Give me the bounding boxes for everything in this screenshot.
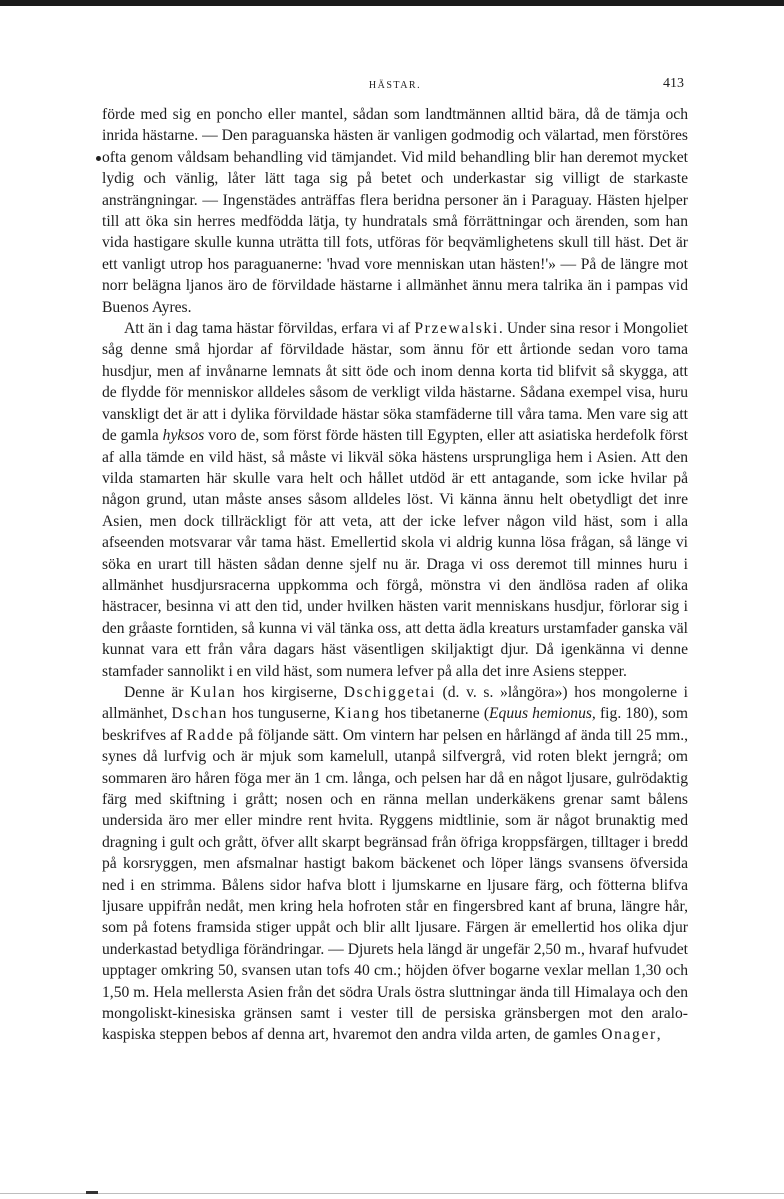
paragraph — [102, 104, 688, 318]
italic-term: hyksos — [162, 427, 205, 445]
text-run: fig. 180), som beskrifves af — [102, 705, 688, 744]
running-head: HÄSTAR. — [368, 80, 422, 91]
text-run: hos tunguserne, — [227, 705, 335, 723]
text-run: på följande sätt. Om vintern har pelsen en hårlängd af ända till 25 mm., synes då lurfvig och är mjuk som kamelull, utanpå silfvergrå, vid roten blekt jerngrå; om sommaren äro håren föga mer än 1 cm. långa, och pelsen har då en något ljusare, gulrödaktig färg med skiftning i grått; nosen och en ränna mellan underkäkens grenar samt bålens undersida äro mer eller mindre rent hvita. Ryggens midtlinie, som är något brunaktig med dragning i gult och grått, öfver allt skarpt begränsad från öfriga kroppsfärgen, tilltager i bredd på korsryggen, men afsmalnar hastigt bakom bäckenet och löper längs svansens öfversida ned i en strimma. Bålens sidor hafva blott i ljumskarne en ljusare färg, och fötterna blifva ljusare uppifrån nedåt, men kring hela hofroten står en fingersbred kant af bruna, längre hår, som på fotens framsida stiger uppåt och blir allt ljusare. Färgen är emellertid hos olika djur underkastad betydliga förändringar. — Djurets hela längd är ungefär 2,50 m., hvaraf hufvudet upptager omkring 50, svansen utan tofs 40 cm.; höjden öfver bogarne vexlar mellan 1,30 och 1,50 m. Hela mellersta Asien från det södra Urals östra sluttningar ända till Himalaya och den mongoliskt-kinesiska gränsen samt i vester till de persiska gränsbergen mot den aralo-kaspiska steppen bebos af denna art, hvaremot den andra vilda arten, de gamles — [102, 726, 688, 1044]
spaced-name: Radde — [186, 726, 235, 744]
text-run: . Under sina resor i Mongoliet såg denne små hjordar af förvildade hästar, som ännu för ett årtionde sedan voro tama husdjur, men af invånarne lemnats åt sitt öde och inom denna korta tid blifvit så skygga, att de flydde för menniskor alldeles såsom de verkligt vilda hästarne. Sådana exempel visa, huru vanskligt det är att i dylika förvildade hästar söka stamfäderne till våra tama. Men vare sig att de gamla — [102, 320, 688, 445]
spaced-name: Dschan — [171, 705, 228, 723]
text-run: Denne är — [124, 683, 191, 701]
text-run: , — [656, 1026, 661, 1044]
page-bottom-border — [0, 1193, 784, 1194]
text-run: hos kirgiserne, — [236, 683, 344, 701]
paragraph — [102, 682, 688, 1046]
text-run: (d. v. s. »långöra») hos mongolerne i allmänhet, — [102, 683, 688, 723]
margin-mark — [96, 156, 101, 161]
spaced-name: Dschiggetai — [343, 683, 436, 701]
spaced-name: Kiang — [334, 705, 381, 723]
spaced-name: Kulan — [190, 683, 237, 701]
text-run: voro de, som först förde hästen till Egypten, eller att asiatiska herdefolk först af alla tämde en vild häst, så måste vi likväl söka hästens ursprungliga hem i Asien. Att den vilda stamarten här skulle vara helt och hållet utdöd är ett antagande, som icke hvilar på någon grund, utan måste anses såsom alldeles löst. Vi känna ännu helt obetydligt det inre Asien, men dock tillräckligt för att veta, att der icke lefver någon vild häst, som i alla afseenden motsvarar vår tama häst. Emellertid skola vi aldrig kunna lösa frågan, så länge vi söka en urart till hästen sådan denne sjelf nu är. Draga vi oss deremot till minnes huru i allmänhet husdjursracerna uppkomma och förgå, mönstra vi den ändlösa raden af olika hästracer, besinna vi att den tid, under hvilken hästen varit menniskans husdjur, förlorar sig i den gråaste forntiden, så kunna vi väl tänka oss, att detta ädla kreaturs urstamfader ganska väl kunnat vara ett från våra dagars häst väsentligen skiljaktigt djur. Då igenkänna vi denne stamfader sannolikt i en vild häst, som numera lefver på alla det inre Asiens stepper. — [102, 427, 688, 680]
italic-term: Equus hemionus, — [489, 705, 596, 723]
text-run: Att än i dag tama hästar förvildas, erfara vi af — [124, 320, 415, 338]
spaced-name: Onager — [601, 1026, 657, 1044]
page-top-border — [0, 0, 784, 6]
text-run: hos tibetanerne ( — [380, 705, 490, 723]
bottom-edge-mark — [86, 1191, 98, 1194]
spaced-name: Przewalski — [414, 320, 499, 338]
body-text — [102, 104, 688, 1046]
page-number: 413 — [663, 76, 684, 91]
paragraph — [102, 318, 688, 682]
page-header — [102, 74, 688, 94]
text-run: förde med sig en poncho eller mantel, sådan som landtmännen alltid bära, då de tämja och inrida hästarne. — Den paraguanska hästen är vanligen godmodig och välartad, men förstöres ofta genom våldsam behandling vid tämjandet. Vid mild behandling blir han deremot mycket lydig och vänlig, låter lätt taga sig på betet och underkastar sig villigt de starkaste ansträngningar. — Ingenstädes anträffas flera beridna personer än i Paraguay. Hästen hjelper till att öka sin herres medfödda lätja, ty hundratals små förrättningar och ärenden, som han vida hastigare skulle kunna uträtta till fots, utföras för beqvämlighetens skull till häst. Det är ett vanligt utrop hos paraguanerne: 'hvad vore menniskan utan hästen!'» — På de längre mot norr belägna ljanos äro de förvildade hästarne i allmänhet ännu mera talrika än i pampas vid Buenos Ayres. — [102, 106, 688, 316]
